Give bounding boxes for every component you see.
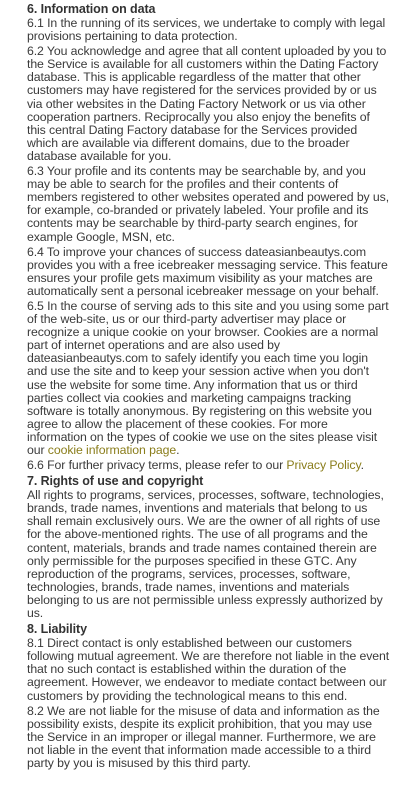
- clause-6-6: [27, 459, 390, 472]
- clause-6-5: [27, 300, 390, 457]
- clause-6-5-text: 6.5 In the course of serving ads to this site and you using some part of the web-site, us or our third-party advertiser may place or recognize a unique cookie on your browser. Cookies are a normal part of internet operations and are also used by dateasianbeautys.com to safely identify you each time you login and use the site and to keep your session active when you don't use the website for some time. Any information that us or third parties collect via cookies and marketing campaigns tracking software is totally anonymous. By registering on this website you agree to allow the placement of these cookies. For more information on the types of cookie we use on the sites please visit our: [27, 298, 389, 457]
- section-heading-information-on-data: 6. Information on data: [27, 2, 156, 16]
- clause-6-3: 6.3 Your profile and its contents may be searchable by, and you may be able to search for the profiles and their contents of members registered to other websites operated and powered by us, for example, co-branded or privately labeled. Your profile and its contents may be searchable by third-party search engines, for example Google, MSN, etc.: [27, 164, 390, 244]
- clause-7-text: All rights to programs, services, processes, software, technologies, brands, trade names, inventions and materials that belong to us shall remain exclusively ours. We are the owner of all rights of use for the above-mentioned rights. The use of all programs and the content, materials, brands and trade names contained therein are only permissible for the purposes specified in these GTC. Any reproduction of the programs, services, processes, software, technologies, brands, trade names, inventions and materials belonging to us are not permissible unless expressly authorized by us.: [27, 488, 384, 621]
- clause-6-4: 6.4 To improve your chances of success dateasianbeautys.com provides you with a free icebreaker messaging service. This feature ensures your profile gets maximum visibility as your matches are automatically sent a personal icebreaker message on your behalf.: [27, 244, 388, 298]
- privacy-policy-link[interactable]: Privacy Policy: [286, 458, 361, 473]
- clause-6-6-end: .: [360, 458, 364, 473]
- clause-8-1: 8.1 Direct contact is only established between our customers following mutual agreement. We are therefore not liable in the event that no such contact is established within the duration of the agreement. However, we endeavor to mediate contact between our customers by providing the technological means to this end.: [27, 636, 390, 703]
- clause-6-6-text: 6.6 For further privacy terms, please refer to our: [27, 458, 287, 473]
- clause-8-2: 8.2 We are not liable for the misuse of data and information as the possibility exists, despite its explicit prohibition, that you may use the Service in an improper or illegal manner. Furthermore, we are not liable in the event that information made accessible to a third party by you is misused by this third party.: [27, 703, 380, 770]
- section-heading-rights-of-use: 7. Rights of use and copyright: [27, 474, 204, 489]
- cookie-information-page-link[interactable]: cookie information page: [47, 443, 177, 457]
- clause-6-2: 6.2 You acknowledge and agree that all content uploaded by you to the Service is available for all customers within the Dating Factory database. This is applicable regardless of the matter that other customers may have registered for the services provided by or us via other websites in the Dating Factory Network or us via other cooperation partners. Reciprocally you also enjoy the benefits of this central Dating Factory database for the Services provided which are available via different domains, due to the broader database available for you.: [27, 44, 387, 163]
- clause-6-1: 6.1 In the running of its services, we undertake to comply with legal provisions pertaining to data protection.: [27, 16, 386, 44]
- section-heading-liability: 8. Liability: [27, 622, 87, 637]
- clause-6-5-end: .: [176, 443, 180, 457]
